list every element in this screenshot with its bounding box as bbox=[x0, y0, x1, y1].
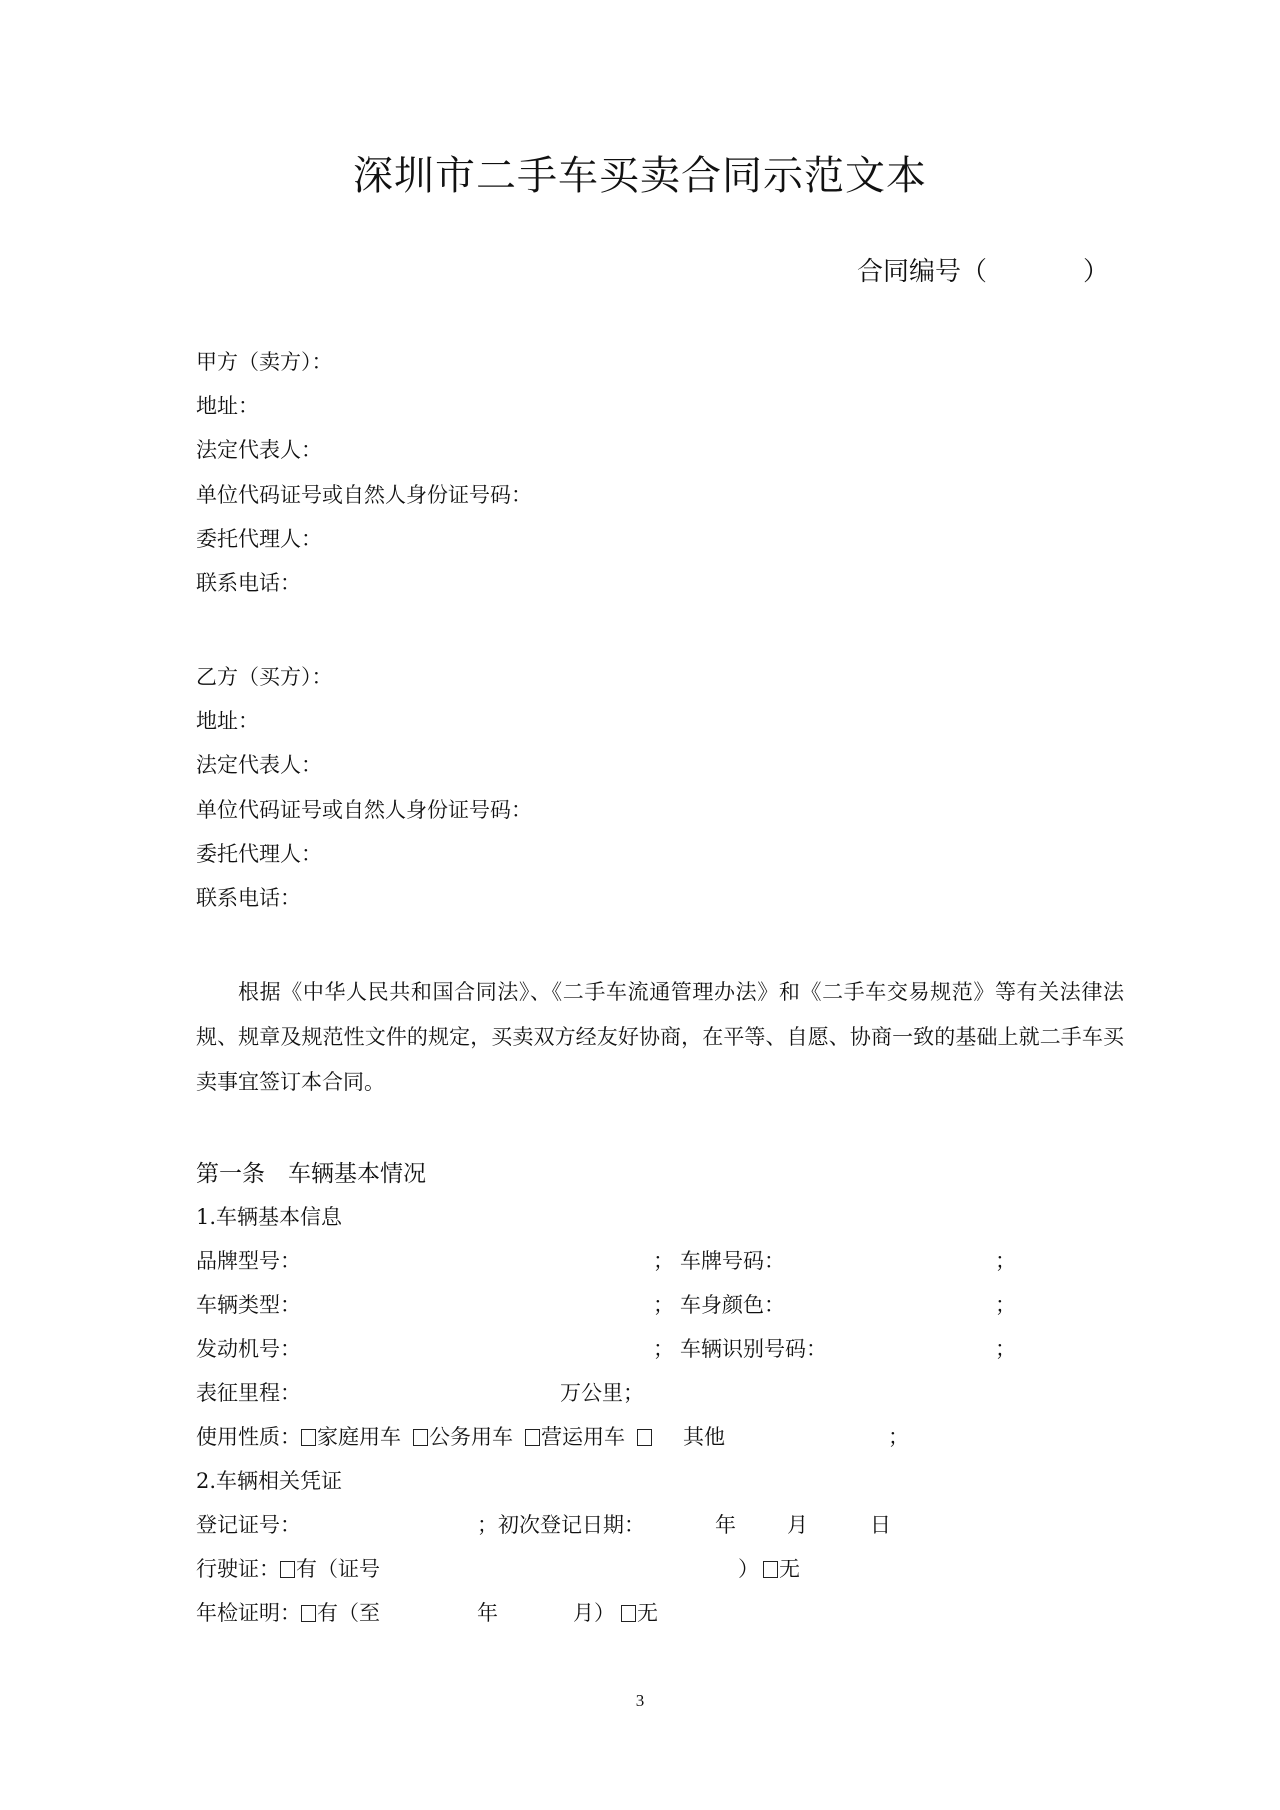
row-end: ； bbox=[995, 1337, 1016, 1361]
usage-label: 使用性质： bbox=[196, 1425, 301, 1449]
body-color-label: 车身颜色： bbox=[680, 1293, 785, 1317]
preamble-paragraph: 根据《中华人民共和国合同法》、《二手车流通管理办法》和《二手车交易规范》等有关法律法规、规章及规范性文件的规定，买卖双方经友好协商，在平等、自愿、协商一致的基础上就二手车买卖事宜签订本合同。 bbox=[196, 980, 1124, 1094]
party-a-agent: 委托代理人： bbox=[196, 527, 322, 551]
row-separator: ； bbox=[653, 1293, 674, 1317]
party-a-address: 地址： bbox=[196, 394, 259, 418]
article-1-heading: 第一条 车辆基本情况 bbox=[196, 1161, 426, 1187]
option-other-label: 其他 bbox=[683, 1425, 725, 1449]
none-label: 无 bbox=[637, 1601, 658, 1625]
inspection-month-row bbox=[573, 1598, 658, 1628]
usage-row bbox=[196, 1422, 725, 1452]
none-label: 无 bbox=[779, 1557, 800, 1581]
contract-number bbox=[857, 254, 1109, 290]
section-1-title: 1.车辆基本信息 bbox=[196, 1205, 343, 1229]
first-registration-label: ；初次登记日期： bbox=[477, 1513, 645, 1537]
close-paren: ） bbox=[738, 1557, 759, 1581]
until-open: （至 bbox=[338, 1601, 380, 1625]
inspection-label: 年检证明： bbox=[196, 1601, 301, 1625]
inspection-row bbox=[196, 1598, 380, 1628]
checkbox-license-none[interactable] bbox=[763, 1561, 778, 1578]
brand-model-label: 品牌型号： bbox=[196, 1249, 301, 1273]
option-commercial-label: 营运用车 bbox=[541, 1425, 625, 1449]
checkbox-license-has[interactable] bbox=[280, 1561, 295, 1578]
party-a-header: 甲方（卖方）： bbox=[196, 350, 333, 374]
document-title: 深圳市二手车买卖合同示范文本 bbox=[353, 153, 927, 199]
registration-label: 登记证号： bbox=[196, 1513, 301, 1537]
inspection-year: 年 bbox=[477, 1601, 498, 1625]
party-a-legal-rep: 法定代表人： bbox=[196, 438, 322, 462]
day-label: 日 bbox=[870, 1513, 891, 1537]
engine-number-label: 发动机号： bbox=[196, 1337, 301, 1361]
party-b-agent: 委托代理人： bbox=[196, 842, 322, 866]
party-b-address: 地址： bbox=[196, 709, 259, 733]
option-official-label: 公务用车 bbox=[429, 1425, 513, 1449]
section-2-title: 2.车辆相关凭证 bbox=[196, 1469, 343, 1493]
contract-number-label: 合同编号（ bbox=[857, 257, 988, 287]
cert-no-open: （证号 bbox=[317, 1557, 380, 1581]
vehicle-type-label: 车辆类型： bbox=[196, 1293, 301, 1317]
usage-end: ； bbox=[888, 1425, 909, 1449]
row-end: ； bbox=[995, 1249, 1016, 1273]
checkbox-inspection-none[interactable] bbox=[621, 1605, 636, 1622]
option-family-label: 家庭用车 bbox=[317, 1425, 401, 1449]
driving-license-label: 行驶证： bbox=[196, 1557, 280, 1581]
party-a-id-number: 单位代码证号或自然人身份证号码： bbox=[196, 483, 532, 507]
mileage-unit: 万公里； bbox=[560, 1381, 644, 1405]
party-a-phone: 联系电话： bbox=[196, 571, 301, 595]
row-separator: ； bbox=[653, 1337, 674, 1361]
checkbox-commercial[interactable] bbox=[525, 1429, 540, 1446]
row-end: ； bbox=[995, 1293, 1016, 1317]
plate-number-label: 车牌号码： bbox=[680, 1249, 785, 1273]
mileage-label: 表征里程： bbox=[196, 1381, 301, 1405]
checkbox-official[interactable] bbox=[413, 1429, 428, 1446]
contract-number-close: ） bbox=[1083, 257, 1110, 287]
month-close: 月） bbox=[573, 1601, 615, 1625]
party-b-id-number: 单位代码证号或自然人身份证号码： bbox=[196, 798, 532, 822]
month-label: 月 bbox=[787, 1513, 808, 1537]
license-close-row bbox=[738, 1554, 800, 1584]
year-label: 年 bbox=[715, 1513, 736, 1537]
driving-license-row bbox=[196, 1554, 380, 1584]
checkbox-inspection-has[interactable] bbox=[301, 1605, 316, 1622]
party-b-legal-rep: 法定代表人： bbox=[196, 753, 322, 777]
vin-label: 车辆识别号码： bbox=[680, 1337, 827, 1361]
party-b-phone: 联系电话： bbox=[196, 886, 301, 910]
party-b-header: 乙方（买方）： bbox=[196, 665, 333, 689]
has-label: 有 bbox=[317, 1601, 338, 1625]
checkbox-other[interactable] bbox=[637, 1429, 652, 1446]
checkbox-family[interactable] bbox=[301, 1429, 316, 1446]
has-label: 有 bbox=[296, 1557, 317, 1581]
row-separator: ； bbox=[653, 1249, 674, 1273]
page-number: 3 bbox=[635, 1691, 645, 1710]
